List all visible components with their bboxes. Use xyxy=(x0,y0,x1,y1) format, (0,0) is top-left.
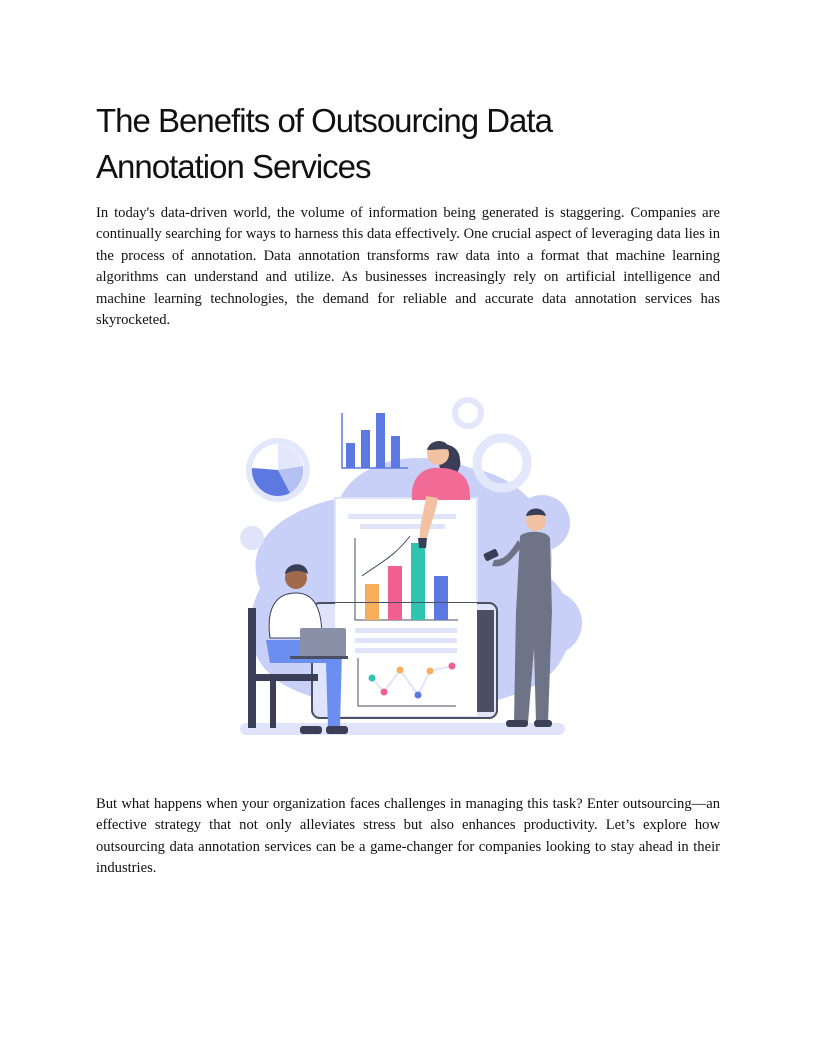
board-line xyxy=(355,638,457,643)
gear-icon-small xyxy=(455,400,481,426)
intro-paragraph: In today's data-driven world, the volume of information being generated is staggering. Companies are continually searching for ways to harness this data effectively. One crucial aspect of leveraging data lies in the process of annotation. Data annotation transforms raw data into a format that machine learning algorithms can understand and utilize. As businesses increasingly rely on artificial intelligence and machine learning technologies, the demand for reliable and accurate data annotation services has skyrocketed. xyxy=(96,205,720,329)
board-line xyxy=(348,514,456,519)
laptop xyxy=(300,628,346,657)
board-line xyxy=(360,524,445,529)
bar-icon-1 xyxy=(346,443,355,468)
bar-icon-4 xyxy=(391,436,400,468)
board-line xyxy=(355,628,457,633)
bar-icon-3 xyxy=(376,413,385,468)
monitor-dark-panel xyxy=(477,610,494,712)
data-analytics-illustration xyxy=(230,388,590,748)
board-line xyxy=(355,648,457,653)
small-circle-left xyxy=(240,526,264,550)
pie-chart-icon xyxy=(246,438,310,502)
bar-icon-2 xyxy=(361,430,370,468)
closing-paragraph: But what happens when your organization faces challenges in managing this task? Enter outsourcing—an effective strategy that not only alleviates stress but also enhances productivity. Let’s explore how outsourcing data annotation services can be a game-changer for companies looking to stay ahead in their industries. xyxy=(96,796,720,877)
document-title: The Benefits of Outsourcing Data Annotation Services xyxy=(96,102,552,185)
